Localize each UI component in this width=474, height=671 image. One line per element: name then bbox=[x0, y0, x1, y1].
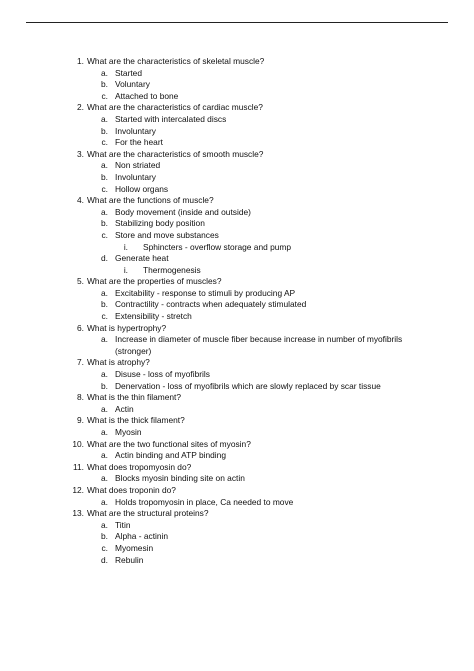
answer-item bbox=[0, 473, 474, 485]
answer-marker: a. bbox=[101, 369, 108, 380]
question-item bbox=[0, 392, 474, 404]
answer-item bbox=[0, 79, 474, 91]
answer-item bbox=[0, 230, 474, 242]
answer-text: Started bbox=[115, 67, 143, 78]
answer-marker: a. bbox=[101, 67, 108, 78]
answer-text: Voluntary bbox=[115, 79, 150, 90]
answer-text: Rebulin bbox=[115, 554, 144, 565]
question-item bbox=[0, 485, 474, 497]
question-text: What does troponin do? bbox=[87, 484, 176, 495]
answer-item bbox=[0, 114, 474, 126]
question-item bbox=[0, 102, 474, 114]
sub-answer-item bbox=[0, 265, 474, 277]
answer-marker: a. bbox=[101, 334, 108, 345]
answer-item bbox=[0, 520, 474, 532]
answer-text: (stronger) bbox=[115, 345, 152, 356]
answer-marker: b. bbox=[101, 299, 108, 310]
question-number: 1. bbox=[77, 56, 84, 66]
question-text: What are the properties of muscles? bbox=[87, 276, 222, 287]
answer-marker: a. bbox=[101, 403, 108, 414]
answer-item bbox=[0, 91, 474, 103]
sub-answer-marker: i. bbox=[123, 264, 128, 275]
question-item bbox=[0, 195, 474, 207]
question-text: What are the structural proteins? bbox=[87, 508, 209, 519]
answer-marker: d. bbox=[101, 253, 108, 264]
answer-item bbox=[0, 126, 474, 138]
answer-item bbox=[0, 427, 474, 439]
sub-answer-text: Thermogenesis bbox=[143, 264, 201, 275]
question-item bbox=[0, 323, 474, 335]
answer-marker: b. bbox=[101, 380, 108, 391]
answer-item bbox=[0, 172, 474, 184]
answer-marker: a. bbox=[101, 160, 108, 171]
answer-text: Actin bbox=[115, 403, 134, 414]
question-text: What is hypertrophy? bbox=[87, 322, 167, 333]
question-number: 13. bbox=[72, 508, 84, 519]
answer-item bbox=[0, 497, 474, 509]
question-number: 8. bbox=[77, 392, 84, 403]
question-item bbox=[0, 56, 474, 68]
question-number: 2. bbox=[77, 102, 84, 113]
question-text: What is the thick filament? bbox=[87, 415, 185, 426]
answer-text: Attached to bone bbox=[115, 90, 179, 101]
answer-marker: c. bbox=[101, 311, 108, 322]
answer-item bbox=[0, 450, 474, 462]
answer-text: Alpha - actinin bbox=[115, 531, 169, 542]
answer-marker: b. bbox=[101, 218, 108, 229]
answer-text: Extensibility - stretch bbox=[115, 311, 192, 322]
answer-marker: a. bbox=[101, 496, 108, 507]
answer-text: Denervation - loss of myofibrils which are slowly replaced by scar tissue bbox=[115, 380, 381, 391]
answer-text: Myosin bbox=[115, 427, 142, 437]
answer-text: Involuntary bbox=[115, 125, 156, 136]
question-number: 7. bbox=[77, 357, 84, 368]
answer-item bbox=[0, 334, 474, 346]
answer-marker: a. bbox=[101, 427, 108, 437]
answer-item bbox=[0, 160, 474, 172]
answer-item bbox=[0, 299, 474, 311]
question-number: 11. bbox=[72, 461, 84, 472]
question-text: What are the characteristics of skeletal muscle? bbox=[87, 56, 265, 66]
question-item bbox=[0, 439, 474, 451]
question-text: What is the thin filament? bbox=[87, 392, 182, 403]
question-text: What are the characteristics of cardiac muscle? bbox=[87, 102, 263, 113]
answer-marker: a. bbox=[101, 206, 108, 217]
answer-item bbox=[0, 531, 474, 543]
answer-text: Body movement (inside and outside) bbox=[115, 206, 251, 217]
answer-item bbox=[0, 68, 474, 80]
answer-item bbox=[0, 137, 474, 149]
answer-text: Increase in diameter of muscle fiber because increase in number of myofibrils bbox=[115, 334, 403, 345]
answer-item bbox=[0, 184, 474, 196]
answer-text: Blocks myosin binding site on actin bbox=[115, 473, 245, 484]
answer-text: Excitability - response to stimuli by producing AP bbox=[115, 287, 296, 298]
question-item bbox=[0, 357, 474, 369]
sub-answer-item bbox=[0, 242, 474, 254]
answer-text: Titin bbox=[115, 519, 131, 530]
answer-text: Generate heat bbox=[115, 253, 169, 264]
answer-text: Stabilizing body position bbox=[115, 218, 205, 229]
answer-item bbox=[0, 555, 474, 567]
answer-item bbox=[0, 253, 474, 265]
answer-continuation bbox=[0, 346, 474, 358]
answer-item bbox=[0, 207, 474, 219]
sub-answer-marker: i. bbox=[123, 241, 128, 252]
answer-marker: d. bbox=[101, 554, 108, 565]
answer-marker: c. bbox=[101, 542, 108, 553]
question-item bbox=[0, 508, 474, 520]
answer-text: For the heart bbox=[115, 137, 163, 148]
answer-item bbox=[0, 381, 474, 393]
answer-marker: c. bbox=[101, 90, 108, 101]
question-number: 6. bbox=[77, 322, 84, 333]
question-number: 10. bbox=[72, 438, 84, 449]
answer-item bbox=[0, 543, 474, 555]
answer-text: Store and move substances bbox=[115, 229, 219, 240]
question-number: 5. bbox=[77, 276, 84, 287]
answer-marker: a. bbox=[101, 113, 108, 124]
answer-marker: a. bbox=[101, 519, 108, 530]
answer-item bbox=[0, 369, 474, 381]
answer-text: Hollow organs bbox=[115, 183, 169, 194]
question-item bbox=[0, 415, 474, 427]
question-list bbox=[0, 56, 474, 566]
answer-marker: c. bbox=[101, 183, 108, 194]
answer-item bbox=[0, 218, 474, 230]
answer-text: Myomesin bbox=[115, 542, 154, 553]
question-text: What are the functions of muscle? bbox=[87, 195, 214, 206]
question-item bbox=[0, 462, 474, 474]
answer-item bbox=[0, 288, 474, 300]
sub-answer-text: Sphincters - overflow storage and pump bbox=[143, 241, 292, 252]
answer-text: Started with intercalated discs bbox=[115, 113, 227, 124]
question-number: 9. bbox=[77, 415, 84, 426]
question-item bbox=[0, 149, 474, 161]
answer-text: Holds tropomyosin in place, Ca needed to move bbox=[115, 496, 294, 507]
answer-text: Disuse - loss of myofibrils bbox=[115, 369, 210, 380]
answer-marker: b. bbox=[101, 171, 108, 182]
question-text: What is atrophy? bbox=[87, 357, 150, 368]
answer-marker: c. bbox=[101, 229, 108, 240]
question-number: 3. bbox=[77, 148, 84, 159]
answer-item bbox=[0, 311, 474, 323]
top-rule bbox=[26, 22, 448, 23]
answer-marker: a. bbox=[101, 450, 108, 461]
question-item bbox=[0, 276, 474, 288]
question-number: 12. bbox=[72, 484, 84, 495]
answer-marker: b. bbox=[101, 531, 108, 542]
question-text: What are the characteristics of smooth muscle? bbox=[87, 148, 264, 159]
answer-text: Actin binding and ATP binding bbox=[115, 450, 226, 461]
answer-text: Contractility - contracts when adequately stimulated bbox=[115, 299, 307, 310]
answer-marker: a. bbox=[101, 287, 108, 298]
answer-text: Non striated bbox=[115, 160, 161, 171]
question-text: What does tropomyosin do? bbox=[87, 461, 192, 472]
answer-item bbox=[0, 404, 474, 416]
answer-marker: b. bbox=[101, 125, 108, 136]
question-text: What are the two functional sites of myosin? bbox=[87, 438, 251, 449]
answer-marker: b. bbox=[101, 79, 108, 90]
answer-marker: a. bbox=[101, 473, 108, 484]
question-number: 4. bbox=[77, 195, 84, 206]
answer-text: Involuntary bbox=[115, 171, 156, 182]
answer-marker: c. bbox=[101, 137, 108, 148]
